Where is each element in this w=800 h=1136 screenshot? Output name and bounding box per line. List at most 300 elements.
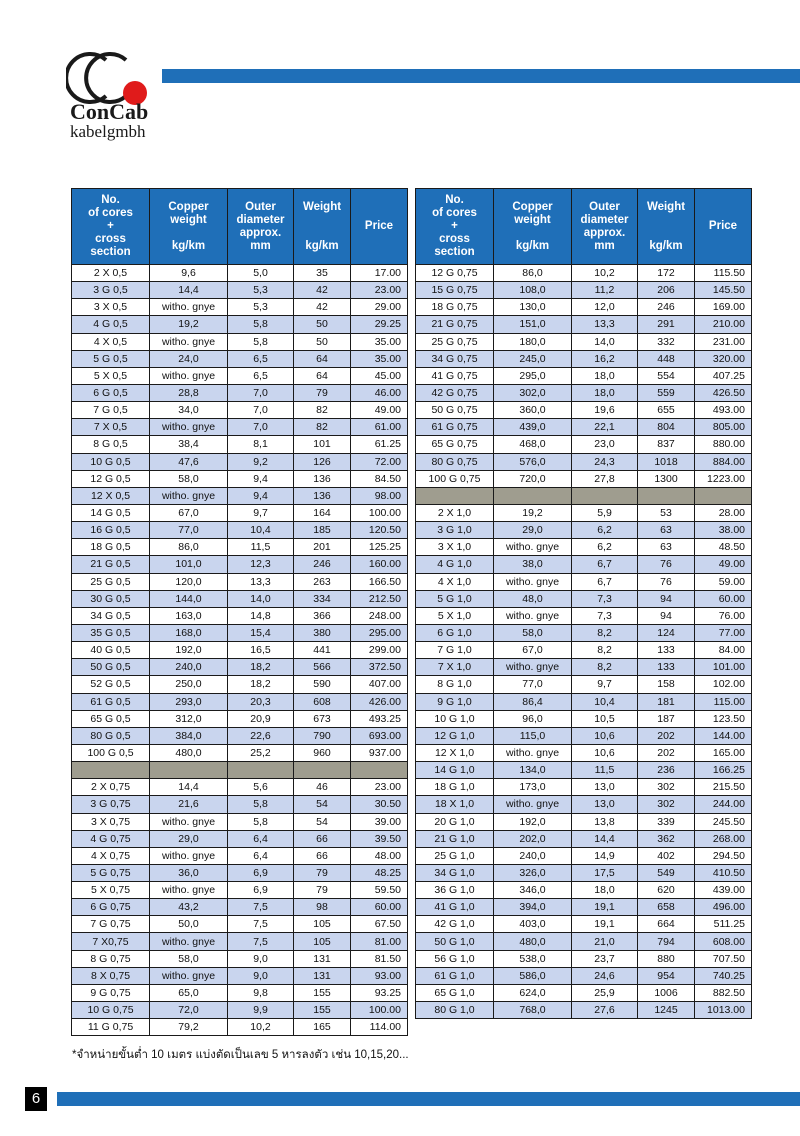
cell-outer: 25,9 <box>572 984 638 1001</box>
cell-cores <box>72 762 150 779</box>
cell-weight: 339 <box>638 813 695 830</box>
table-row <box>72 744 408 761</box>
cell-price: 76.00 <box>695 607 752 624</box>
cell-outer: 6,9 <box>228 882 294 899</box>
cell-price: 35.00 <box>351 350 408 367</box>
cell-cores: 25 G 0,5 <box>72 573 150 590</box>
cell-price: 160.00 <box>351 556 408 573</box>
cell-outer: 25,2 <box>228 744 294 761</box>
cell-cores: 7 X 1,0 <box>416 659 494 676</box>
cell-cores: 10 G 1,0 <box>416 710 494 727</box>
cell-outer: 6,9 <box>228 864 294 881</box>
cell-outer: 8,2 <box>572 659 638 676</box>
cell-cores: 5 X 1,0 <box>416 607 494 624</box>
table-row <box>416 882 752 899</box>
cell-weight: 554 <box>638 367 695 384</box>
cell-weight: 105 <box>294 933 351 950</box>
cell-copper: 403,0 <box>494 916 572 933</box>
cell-cores: 3 X 0,75 <box>72 813 150 830</box>
cell-weight: 566 <box>294 659 351 676</box>
cell-outer: 6,4 <box>228 847 294 864</box>
cell-weight: 76 <box>638 573 695 590</box>
cell-cores: 80 G 1,0 <box>416 1002 494 1019</box>
cell-price: 17.00 <box>351 265 408 282</box>
cell-weight: 126 <box>294 453 351 470</box>
table-row <box>416 779 752 796</box>
table-row <box>72 830 408 847</box>
cell-outer: 8,1 <box>228 436 294 453</box>
cell-copper: 163,0 <box>150 607 228 624</box>
cell-outer: 11,2 <box>572 282 638 299</box>
cell-outer: 9,7 <box>572 676 638 693</box>
cell-price: 707.50 <box>695 950 752 967</box>
cell-outer: 13,3 <box>228 573 294 590</box>
cell-copper: 36,0 <box>150 864 228 881</box>
cell-price: 48.50 <box>695 539 752 556</box>
cell-cores: 7 G 1,0 <box>416 642 494 659</box>
cell-copper: 77,0 <box>150 522 228 539</box>
cell-cores <box>416 487 494 504</box>
table-row <box>416 607 752 624</box>
cell-outer: 27,8 <box>572 470 638 487</box>
cell-price: 295.00 <box>351 624 408 641</box>
cell-cores: 20 G 1,0 <box>416 813 494 830</box>
cell-price: 98.00 <box>351 487 408 504</box>
cell-price: 123.50 <box>695 710 752 727</box>
cell-cores: 100 G 0,5 <box>72 744 150 761</box>
table-row <box>416 453 752 470</box>
cell-price: 740.25 <box>695 967 752 984</box>
table-row <box>416 282 752 299</box>
cell-copper: 19,2 <box>150 316 228 333</box>
table-row <box>72 693 408 710</box>
cell-weight: 263 <box>294 573 351 590</box>
cell-cores: 10 G 0,75 <box>72 1002 150 1019</box>
cell-copper: 151,0 <box>494 316 572 333</box>
cell-weight: 79 <box>294 384 351 401</box>
cell-weight: 50 <box>294 333 351 350</box>
cable-table-left <box>71 188 408 1036</box>
cell-outer: 20,9 <box>228 710 294 727</box>
cell-outer: 8,2 <box>572 624 638 641</box>
cell-cores: 12 G 0,5 <box>72 470 150 487</box>
cell-outer: 5,3 <box>228 282 294 299</box>
cell-outer: 7,3 <box>572 590 638 607</box>
cell-outer: 22,6 <box>228 727 294 744</box>
cell-outer: 13,0 <box>572 779 638 796</box>
header-copper: Copper weight kg/km <box>150 189 228 265</box>
brand-subtitle: kabelgmbh <box>70 122 146 141</box>
cell-outer: 7,5 <box>228 899 294 916</box>
cell-outer: 15,4 <box>228 624 294 641</box>
cell-price: 101.00 <box>695 659 752 676</box>
table-row <box>416 967 752 984</box>
cell-cores: 3 G 0,75 <box>72 796 150 813</box>
cell-outer: 7,0 <box>228 402 294 419</box>
cell-copper: 14,4 <box>150 779 228 796</box>
cell-price <box>695 487 752 504</box>
cell-copper: witho. gnye <box>150 882 228 899</box>
cell-weight: 664 <box>638 916 695 933</box>
cell-cores: 6 G 0,5 <box>72 384 150 401</box>
cell-copper: 173,0 <box>494 779 572 796</box>
cell-outer: 24,3 <box>572 453 638 470</box>
cell-price: 60.00 <box>351 899 408 916</box>
cell-price: 59.00 <box>695 573 752 590</box>
table-row <box>72 522 408 539</box>
cell-weight: 131 <box>294 967 351 984</box>
header-price: Price <box>695 189 752 265</box>
cell-copper: 14,4 <box>150 282 228 299</box>
cell-cores: 8 G 0,5 <box>72 436 150 453</box>
cell-copper: 250,0 <box>150 676 228 693</box>
cell-weight: 206 <box>638 282 695 299</box>
cell-copper: 58,0 <box>150 470 228 487</box>
cell-weight: 94 <box>638 607 695 624</box>
cell-outer: 12,0 <box>572 299 638 316</box>
cell-copper: 180,0 <box>494 333 572 350</box>
cell-copper: 9,6 <box>150 265 228 282</box>
cell-copper: witho. gnye <box>150 487 228 504</box>
cell-outer: 14,8 <box>228 607 294 624</box>
table-row <box>72 316 408 333</box>
cell-weight: 105 <box>294 916 351 933</box>
cell-weight: 236 <box>638 762 695 779</box>
table-row <box>72 504 408 521</box>
table-row <box>72 1002 408 1019</box>
cell-weight: 794 <box>638 933 695 950</box>
cell-copper: 72,0 <box>150 1002 228 1019</box>
cell-copper: 34,0 <box>150 402 228 419</box>
cell-price: 882.50 <box>695 984 752 1001</box>
cell-cores: 3 X 1,0 <box>416 539 494 556</box>
cell-copper: 130,0 <box>494 299 572 316</box>
cell-weight: 246 <box>294 556 351 573</box>
cell-price: 45.00 <box>351 367 408 384</box>
cell-weight: 202 <box>638 744 695 761</box>
table-row <box>72 299 408 316</box>
table-row <box>72 539 408 556</box>
cell-copper: witho. gnye <box>150 333 228 350</box>
cell-copper: 202,0 <box>494 830 572 847</box>
cell-weight: 66 <box>294 847 351 864</box>
cell-cores: 14 G 1,0 <box>416 762 494 779</box>
cell-cores: 50 G 0,75 <box>416 402 494 419</box>
cell-copper: 77,0 <box>494 676 572 693</box>
cell-cores: 9 G 1,0 <box>416 693 494 710</box>
cell-price: 115.00 <box>695 693 752 710</box>
cell-price: 93.00 <box>351 967 408 984</box>
cell-weight <box>294 762 351 779</box>
cell-weight: 94 <box>638 590 695 607</box>
cell-cores: 6 G 1,0 <box>416 624 494 641</box>
cell-cores: 4 X 1,0 <box>416 573 494 590</box>
cell-price: 439.00 <box>695 882 752 899</box>
cell-price: 61.25 <box>351 436 408 453</box>
cell-weight: 185 <box>294 522 351 539</box>
cell-price: 511.25 <box>695 916 752 933</box>
cell-copper: 360,0 <box>494 402 572 419</box>
cell-weight: 50 <box>294 316 351 333</box>
cell-price: 426.50 <box>695 384 752 401</box>
cell-cores: 4 X 0,75 <box>72 847 150 864</box>
table-row <box>72 384 408 401</box>
table-row <box>72 710 408 727</box>
cell-price: 245.50 <box>695 813 752 830</box>
brand-name: ConCab <box>70 99 149 124</box>
cell-weight: 302 <box>638 779 695 796</box>
cell-copper <box>494 487 572 504</box>
table-row <box>416 590 752 607</box>
cell-price: 30.50 <box>351 796 408 813</box>
cell-outer: 9,0 <box>228 967 294 984</box>
cell-price: 77.00 <box>695 624 752 641</box>
cell-weight: 366 <box>294 607 351 624</box>
cell-price: 84.00 <box>695 642 752 659</box>
cell-cores: 5 G 0,5 <box>72 350 150 367</box>
table-row <box>72 590 408 607</box>
cell-price: 67.50 <box>351 916 408 933</box>
cell-outer: 7,5 <box>228 916 294 933</box>
header-outer: Outer diameter approx. mm <box>572 189 638 265</box>
table-row <box>72 967 408 984</box>
cell-cores: 41 G 0,75 <box>416 367 494 384</box>
cell-weight: 35 <box>294 265 351 282</box>
cell-copper: 38,0 <box>494 556 572 573</box>
table-row <box>416 522 752 539</box>
cell-outer: 5,8 <box>228 796 294 813</box>
cell-cores: 18 G 0,5 <box>72 539 150 556</box>
cell-weight: 53 <box>638 504 695 521</box>
cell-copper: witho. gnye <box>150 299 228 316</box>
cell-outer: 6,5 <box>228 350 294 367</box>
cell-weight: 155 <box>294 1002 351 1019</box>
cell-weight: 63 <box>638 522 695 539</box>
cell-cores: 40 G 0,5 <box>72 642 150 659</box>
cell-weight: 187 <box>638 710 695 727</box>
cell-outer: 7,5 <box>228 933 294 950</box>
cell-price: 84.50 <box>351 470 408 487</box>
cell-copper: witho. gnye <box>150 367 228 384</box>
cell-price: 29.00 <box>351 299 408 316</box>
cell-outer: 7,0 <box>228 419 294 436</box>
cell-outer: 5,8 <box>228 333 294 350</box>
cell-cores: 5 X 0,5 <box>72 367 150 384</box>
cell-cores: 2 X 1,0 <box>416 504 494 521</box>
header-price: Price <box>351 189 408 265</box>
cell-weight: 804 <box>638 419 695 436</box>
cell-cores: 2 X 0,75 <box>72 779 150 796</box>
cell-outer: 16,2 <box>572 350 638 367</box>
cell-price: 81.00 <box>351 933 408 950</box>
cell-price: 125.25 <box>351 539 408 556</box>
table-row <box>416 333 752 350</box>
cell-outer: 6,4 <box>228 830 294 847</box>
cell-price: 212.50 <box>351 590 408 607</box>
cell-weight: 590 <box>294 676 351 693</box>
cell-outer: 10,6 <box>572 727 638 744</box>
cell-weight: 362 <box>638 830 695 847</box>
cell-price: 493.00 <box>695 402 752 419</box>
cell-copper: 58,0 <box>494 624 572 641</box>
cell-weight: 790 <box>294 727 351 744</box>
cell-price: 166.50 <box>351 573 408 590</box>
cell-cores: 36 G 1,0 <box>416 882 494 899</box>
table-row <box>72 933 408 950</box>
footnote: *จำหน่ายขั้นต่ำ 10 เมตร แบ่งตัดเป็นเลข 5 หารลงตัว เช่น 10,15,20... <box>72 1049 409 1061</box>
cell-cores: 42 G 0,75 <box>416 384 494 401</box>
cell-price: 102.00 <box>695 676 752 693</box>
cell-cores: 7 X 0,5 <box>72 419 150 436</box>
cell-outer: 18,0 <box>572 882 638 899</box>
cell-cores: 5 G 1,0 <box>416 590 494 607</box>
cell-copper: witho. gnye <box>150 933 228 950</box>
table-row <box>72 779 408 796</box>
cell-outer: 10,6 <box>572 744 638 761</box>
cell-weight: 549 <box>638 864 695 881</box>
cell-weight: 42 <box>294 299 351 316</box>
cell-price: 38.00 <box>695 522 752 539</box>
table-row <box>72 282 408 299</box>
cell-copper: 720,0 <box>494 470 572 487</box>
cell-outer: 12,3 <box>228 556 294 573</box>
cell-price: 100.00 <box>351 1002 408 1019</box>
cell-outer: 8,2 <box>572 642 638 659</box>
cell-weight: 98 <box>294 899 351 916</box>
cell-copper: 108,0 <box>494 282 572 299</box>
cell-copper: witho. gnye <box>494 744 572 761</box>
cell-price: 100.00 <box>351 504 408 521</box>
cell-price: 268.00 <box>695 830 752 847</box>
cell-cores: 8 G 0,75 <box>72 950 150 967</box>
cell-copper: 768,0 <box>494 1002 572 1019</box>
cell-copper: 29,0 <box>494 522 572 539</box>
cell-cores: 34 G 0,5 <box>72 607 150 624</box>
table-row <box>416 265 752 282</box>
cell-price: 23.00 <box>351 779 408 796</box>
cell-copper: 58,0 <box>150 950 228 967</box>
cell-price: 59.50 <box>351 882 408 899</box>
cell-price: 49.00 <box>351 402 408 419</box>
cell-weight: 302 <box>638 796 695 813</box>
cell-copper: witho. gnye <box>494 539 572 556</box>
cell-copper: 394,0 <box>494 899 572 916</box>
cell-cores: 14 G 0,5 <box>72 504 150 521</box>
cell-weight: 954 <box>638 967 695 984</box>
cell-copper: 21,6 <box>150 796 228 813</box>
cell-outer: 18,0 <box>572 367 638 384</box>
table-row <box>416 1002 752 1019</box>
table-row <box>416 659 752 676</box>
table-row <box>72 813 408 830</box>
cell-weight: 201 <box>294 539 351 556</box>
cell-price: 937.00 <box>351 744 408 761</box>
cell-outer: 6,7 <box>572 573 638 590</box>
cell-cores: 61 G 1,0 <box>416 967 494 984</box>
table-row <box>72 899 408 916</box>
table-row <box>416 727 752 744</box>
table-row <box>416 419 752 436</box>
cell-price: 210.00 <box>695 316 752 333</box>
cell-outer: 9,4 <box>228 470 294 487</box>
table-row <box>72 984 408 1001</box>
cell-outer: 6,5 <box>228 367 294 384</box>
table-row <box>416 367 752 384</box>
cell-copper: 168,0 <box>150 624 228 641</box>
cell-copper: 240,0 <box>150 659 228 676</box>
header-copper: Copper weight kg/km <box>494 189 572 265</box>
cell-price: 49.00 <box>695 556 752 573</box>
cell-price: 29.25 <box>351 316 408 333</box>
cell-outer: 20,3 <box>228 693 294 710</box>
cell-cores: 21 G 0,5 <box>72 556 150 573</box>
cell-weight: 880 <box>638 950 695 967</box>
cell-cores: 4 G 1,0 <box>416 556 494 573</box>
cell-cores: 7 G 0,75 <box>72 916 150 933</box>
cell-outer: 5,8 <box>228 316 294 333</box>
cell-copper: 67,0 <box>494 642 572 659</box>
cell-price: 48.25 <box>351 864 408 881</box>
table-row <box>416 813 752 830</box>
cell-copper: 120,0 <box>150 573 228 590</box>
cell-price: 805.00 <box>695 419 752 436</box>
cell-cores: 6 G 0,75 <box>72 899 150 916</box>
cell-cores: 65 G 1,0 <box>416 984 494 1001</box>
cell-weight: 1018 <box>638 453 695 470</box>
cell-cores: 15 G 0,75 <box>416 282 494 299</box>
cell-cores: 35 G 0,5 <box>72 624 150 641</box>
cable-table-right <box>415 188 752 1019</box>
cell-weight: 608 <box>294 693 351 710</box>
cell-weight: 136 <box>294 470 351 487</box>
table-row <box>72 847 408 864</box>
cell-outer: 5,0 <box>228 265 294 282</box>
cell-price: 407.25 <box>695 367 752 384</box>
cell-weight: 155 <box>294 984 351 1001</box>
table-row <box>72 796 408 813</box>
cell-copper: 480,0 <box>494 933 572 950</box>
cell-copper: 86,0 <box>494 265 572 282</box>
cell-outer: 9,4 <box>228 487 294 504</box>
table-row <box>72 727 408 744</box>
cell-outer: 6,2 <box>572 522 638 539</box>
cell-outer: 9,8 <box>228 984 294 1001</box>
cell-weight: 181 <box>638 693 695 710</box>
table-row <box>416 384 752 401</box>
header-outer: Outer diameter approx. mm <box>228 189 294 265</box>
cell-weight: 165 <box>294 1019 351 1036</box>
table-row <box>416 470 752 487</box>
cell-price: 294.50 <box>695 847 752 864</box>
cell-weight: 164 <box>294 504 351 521</box>
cell-cores: 21 G 1,0 <box>416 830 494 847</box>
cell-price: 372.50 <box>351 659 408 676</box>
cell-copper: 48,0 <box>494 590 572 607</box>
cell-copper: 79,2 <box>150 1019 228 1036</box>
table-row <box>72 487 408 504</box>
cell-copper: 439,0 <box>494 419 572 436</box>
table-row <box>416 847 752 864</box>
cell-cores: 3 G 0,5 <box>72 282 150 299</box>
cell-outer: 7,3 <box>572 607 638 624</box>
table-row <box>72 265 408 282</box>
cell-price: 693.00 <box>351 727 408 744</box>
cell-cores: 12 G 1,0 <box>416 727 494 744</box>
cell-cores: 9 G 0,75 <box>72 984 150 1001</box>
cell-price: 60.00 <box>695 590 752 607</box>
cell-cores: 34 G 1,0 <box>416 864 494 881</box>
table-row <box>416 916 752 933</box>
